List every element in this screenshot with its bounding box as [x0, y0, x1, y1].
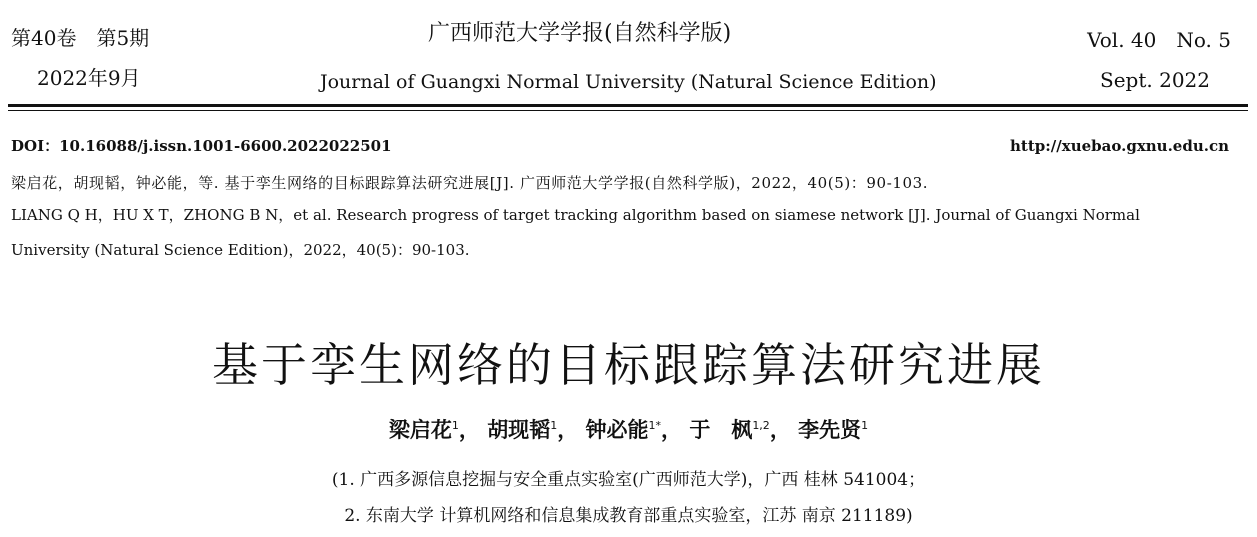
author-separator: ， [661, 418, 682, 442]
volume-issue-cn: 第40卷 第5期 [11, 26, 150, 50]
citation-en-line-2: University (Natural Science Edition)，2022，40(5)：90-103. [11, 241, 470, 259]
affiliation-1: (1. 广西多源信息挖掘与安全重点实验室(广西师范大学)，广西 桂林 541004； [331, 470, 926, 490]
doi-line [11, 136, 392, 156]
doi-label: DOI [11, 137, 45, 155]
author-name: 李先贤 [798, 418, 862, 442]
author-name: 钟必能 [585, 418, 649, 442]
author-name: 于 枫 [689, 418, 753, 442]
header-rule-thick [8, 104, 1248, 107]
author-separator: ， [769, 418, 791, 442]
volume-number-en: Vol. 40 No. 5 [1087, 28, 1231, 52]
journal-url-link[interactable]: http://xuebao.gxnu.edu.cn [1010, 137, 1229, 155]
author-separator: ， [557, 418, 579, 442]
citation-cn: 梁启花，胡现韬，钟必能，等. 基于孪生网络的目标跟踪算法研究进展[J]. 广西师范大学学报(自然科学版)，2022，40(5)：90-103. [11, 174, 929, 192]
author-name: 梁启花 [388, 418, 452, 442]
citation-en-line-1: LIANG Q H，HU X T，ZHONG B N，et al. Research progress of target tracking algorithm based on siamese network [J]. Journal of Guangxi Normal [11, 206, 1140, 224]
affiliation-2: 2. 东南大学 计算机网络和信息集成教育部重点实验室，江苏 南京 211189) [344, 506, 913, 526]
article-title: 基于孪生网络的目标跟踪算法研究进展 [212, 337, 1045, 392]
journal-title-cn: 广西师范大学学报(自然科学版) [428, 21, 732, 46]
publication-date-en: Sept. 2022 [1100, 68, 1210, 92]
doi-value[interactable]: ：10.16088/j.issn.1001-6600.2022022501 [44, 137, 392, 155]
author-separator: ， [458, 418, 480, 442]
header-rule-thin [8, 110, 1248, 111]
journal-title-en: Journal of Guangxi Normal University (Natural Science Edition) [320, 71, 937, 93]
author-affiliation-mark: 1* [648, 419, 661, 432]
author-name: 胡现韬 [487, 418, 551, 442]
author-affiliation-mark: 1 [451, 419, 459, 432]
author-affiliation-mark: 1 [861, 419, 869, 432]
author-list [0, 413, 1257, 447]
publication-date-cn: 2022年9月 [37, 66, 141, 90]
author-affiliation-mark: 1,2 [752, 419, 770, 432]
author-affiliation-mark: 1 [550, 419, 558, 432]
